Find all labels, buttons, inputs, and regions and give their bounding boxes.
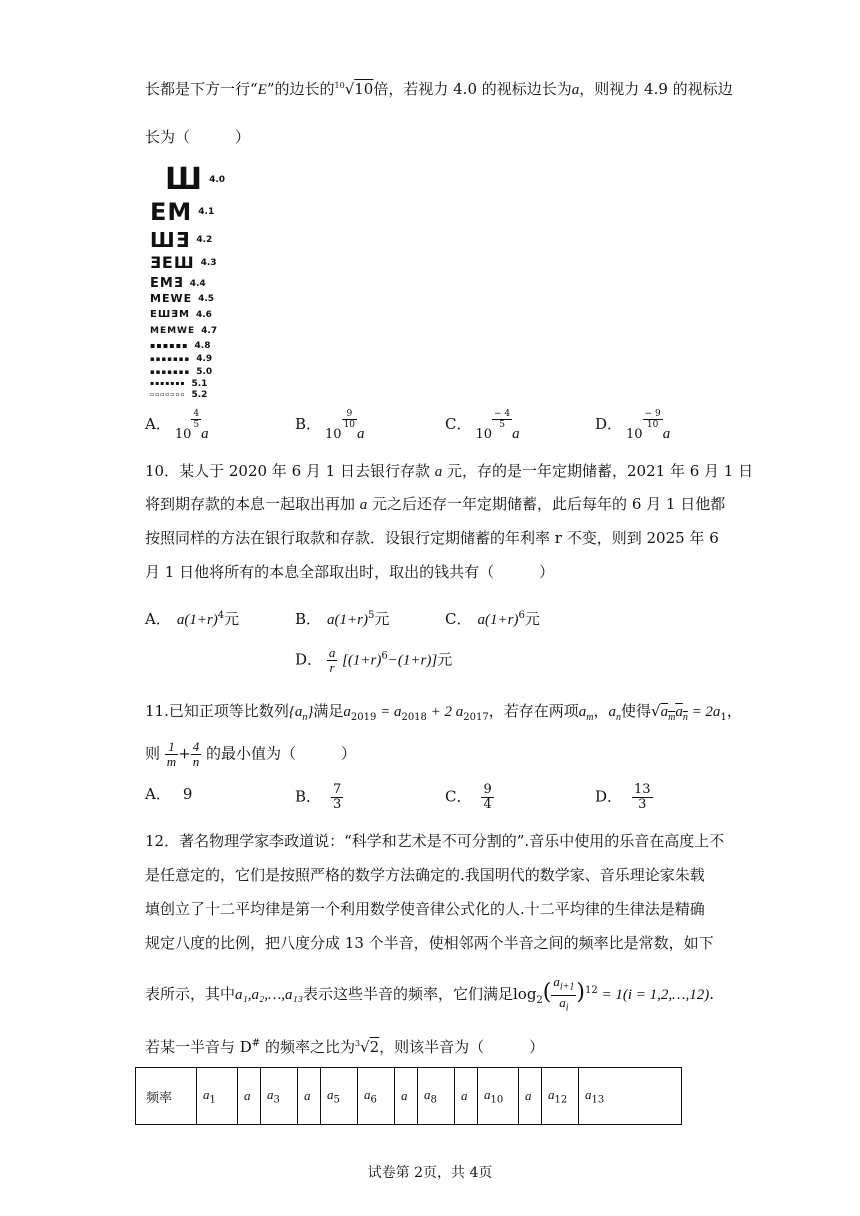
eye-chart-acuity-label: 5.2 [191,390,208,400]
option-expr: a(1+r) [327,612,368,628]
cell-var: a [424,1086,431,1102]
cell-var: a [203,1086,210,1102]
frequency-cell [321,1068,358,1125]
cell-var: a [304,1088,311,1103]
option-var: a [201,425,209,442]
frequency-cell [395,1068,418,1125]
q10-option [295,608,389,629]
cell-subscript: 12 [554,1094,568,1106]
q9-option [595,409,671,442]
frequency-cell [197,1068,238,1125]
q10-option-d: D． $\frac{a}{r}$ $[(1+r)^6-(1+r)]$元 [295,645,453,675]
page-footer: 试卷第 2页，共 4页 [367,1165,493,1181]
option-letter: B． [295,787,322,806]
exp-den: 5 [499,420,505,430]
eye-chart-acuity-label: 4.5 [198,293,215,304]
exp-den: 10 [646,420,659,430]
option-exponent [643,409,663,430]
eye-chart-symbols: Ш [165,162,204,197]
eye-chart-symbols: ▪▪▪▪▪▪ [150,341,189,350]
q12-line4: 规定八度的比例，把八度分成 13 个半音，使相邻两个半音之间的频率比是常数，如下 [145,934,714,952]
option-exponent [191,409,201,430]
option-base: 10 [325,426,342,442]
cell-subscript: 6 [370,1094,377,1106]
option-base: 10 [626,426,643,442]
option-letter: B． [295,415,322,433]
option-letter: A． [145,415,171,433]
frequency-cell [358,1068,395,1125]
eye-chart-row [150,230,212,250]
q11-option [445,783,494,812]
option-letter: D． [595,787,623,806]
cell-subscript: 8 [430,1094,437,1106]
frequency-cell [238,1068,261,1125]
eye-chart-symbols: MEWE [150,292,193,305]
exp-num: − 4 [494,409,511,419]
eye-chart-row [150,379,207,389]
eye-chart-row [150,310,212,320]
eye-chart-row [150,354,212,364]
eye-chart-symbols: EM [150,198,193,226]
frequency-cell [298,1068,321,1125]
q9-line1: 长都是下方一行“E”的边长的$^{10}$√10倍，若视力 4.0 的视标边长为a，则视力 4.9 的视标边 [145,80,733,98]
cell-var: a [364,1086,371,1102]
cell-var: a [548,1086,555,1102]
option-letter: C． [445,787,472,806]
eye-chart-symbols: ▪▪▪▪▪▪▪ [150,367,191,376]
q10-line4: 月 1 日他将所有的本息全部取出时，取出的钱共有（ ） [145,563,555,581]
exp-num: − 9 [644,409,661,419]
option-fraction [481,783,493,812]
table-row [136,1068,682,1125]
option-letter: A． [145,785,171,803]
eye-chart-acuity-label: 4.8 [194,341,211,351]
frac-num: 7 [333,782,342,797]
option-var: a [662,425,671,442]
q9-line2: 长为（ ） [145,128,251,146]
option-expr: a(1+r) [176,612,218,628]
option-fraction [632,783,653,812]
frequency-table [135,1067,682,1125]
eye-chart-symbols: ШƎ [150,228,191,252]
option-unit: 元 [524,610,540,628]
q10-line1: 10．某人于 2020 年 6 月 1 日去银行存款 a 元，存的是一年定期储蓄，2021 年 6 月 1 日 [145,462,754,480]
frequency-cell [519,1068,542,1125]
cell-var: a [461,1088,468,1103]
frac-num: 9 [483,782,492,797]
option-letter: D． [595,415,623,433]
q12-line2: 是任意定的，它们是按照严格的数学方法确定的.我国明代的数学家、音乐理论家朱载 [145,866,705,884]
cell-var: a [401,1088,408,1103]
eye-chart-row [150,341,210,351]
eye-chart-symbols: ▪▪▪▪▪▪▪ [150,354,191,363]
option-var: a [512,425,520,442]
q10-line3: 按照同样的方法在银行取款和存款．设银行定期储蓄的年利率 r 不变，则到 2025 年 6 [145,529,719,547]
option-value: 9 [182,785,193,803]
eye-chart-symbols: EMƎ [150,276,184,291]
eye-chart-acuity-label: 4.9 [196,354,213,364]
cell-var: a [267,1086,274,1102]
option-unit: 元 [374,610,390,628]
frac-num: 13 [634,782,651,797]
frequency-cell [418,1068,455,1125]
option-base: 10 [475,426,493,442]
cell-var: a [244,1088,251,1103]
eye-chart-acuity-label: 4.6 [195,310,212,320]
q10-option [445,608,540,629]
eye-chart-symbols: ▪▪▪▪▪▪▪ [150,380,186,387]
cell-subscript: 5 [333,1094,340,1106]
table-header-cell: 频率 [136,1068,197,1125]
option-var: a [357,425,365,442]
option-exponent [492,409,512,430]
q10-option [145,608,239,629]
frequency-cell [542,1068,579,1125]
eye-chart-acuity-label: 5.1 [191,379,208,389]
option-letter: B． [295,610,322,628]
option-exponent: 5 [367,610,375,621]
eye-chart-row [150,255,217,271]
eye-chart-acuity-label: 4.1 [198,207,215,217]
q11-option [595,783,653,812]
eye-chart-row [150,367,212,377]
option-exponent [342,409,357,430]
q9-option [445,409,520,442]
q12-line5: 表所示，其中a₁,a₂,…,a₁₃表示这些半音的频率，它们满足$\log_2$( $\frac{a_{i+1}}{a_i}$ )$^{12}$ = 1(i = 1,2,…,12). [145,974,715,1014]
q11-option [295,783,343,812]
eye-chart-symbols: MEMWE [150,325,196,336]
eye-chart-acuity-label: 4.3 [200,258,217,268]
cell-var: a [585,1086,592,1102]
eye-chart-symbols: ƎEШ [150,253,195,272]
exp-num: 9 [342,409,357,420]
eye-chart-row [150,277,206,290]
eye-chart-symbols: ▫▫▫▫▫▫▫ [150,391,186,398]
q11-line2: 则 $\frac{1}{m}$ + $\frac{4}{n}$ 的最小值为（ ） [145,739,357,769]
cell-var: a [525,1088,532,1103]
eye-chart-acuity-label: 4.7 [201,326,218,336]
q12-line6: 若某一半音与 D# 的频率之比为$^3$√2，则该半音为（ ） [145,1038,545,1056]
option-letter: C． [445,610,472,628]
eye-chart-acuity-label: 4.2 [196,235,213,245]
frac-den: 3 [333,797,342,812]
option-fraction [331,783,343,812]
eye-chart-row [150,390,207,400]
option-letter: A． [145,610,171,628]
exp-den: 5 [193,420,200,430]
eye-chart-acuity-label: 4.4 [189,278,206,289]
option-letter: C． [445,415,472,433]
frequency-cell [455,1068,478,1125]
exp-num: 4 [193,409,200,419]
option-base: 10 [174,426,192,442]
option-expr: a(1+r) [477,612,519,628]
q11-line1: 11.已知正项等比数列$\{a_n\}$满足$a_{2019} = a_{2018} + 2$ $a_{2017}$，若存在两项$a_m$，$a_n$使得$√a_ma_n = 2a_1$， [145,702,742,723]
eye-chart-row [150,200,214,224]
cell-subscript: 10 [490,1094,504,1106]
eye-chart-acuity-label: 4.0 [209,175,226,185]
cell-subscript: 1 [209,1094,216,1106]
cell-subscript: 3 [273,1094,280,1106]
q12-line3: 填创立了十二平均律是第一个利用数学使音律公式化的人.十二平均律的生律法是精确 [145,900,705,918]
frequency-cell [478,1068,519,1125]
q11-option [145,783,192,804]
q12-line1: 12．著名物理学家李政道说：“科学和艺术是不可分割的”.音乐中使用的乐音在高度上不 [145,832,725,850]
cell-var: a [327,1086,334,1102]
eye-chart-row [165,162,226,197]
eye-chart-row [150,326,217,336]
q9-option [145,409,209,442]
frequency-cell [579,1068,682,1125]
exp-den: 10 [343,420,356,430]
eye-chart-acuity-label: 5.0 [196,367,213,377]
eye-chart-row [150,293,214,304]
frac-den: 3 [638,797,647,812]
q9-option [295,409,365,442]
cell-subscript: 13 [591,1094,605,1106]
frequency-cell [261,1068,298,1125]
frac-den: 4 [483,797,492,812]
option-exponent: 6 [518,610,525,621]
eye-chart-symbols: EШƎM [150,309,190,320]
option-exponent: 4 [217,610,225,621]
q10-line2: 将到期存款的本息一起取出再加 a 元之后还存一年定期储蓄，此后每年的 6 月 1 日他都 [145,495,726,513]
option-unit: 元 [224,610,240,628]
cell-var: a [484,1086,491,1102]
